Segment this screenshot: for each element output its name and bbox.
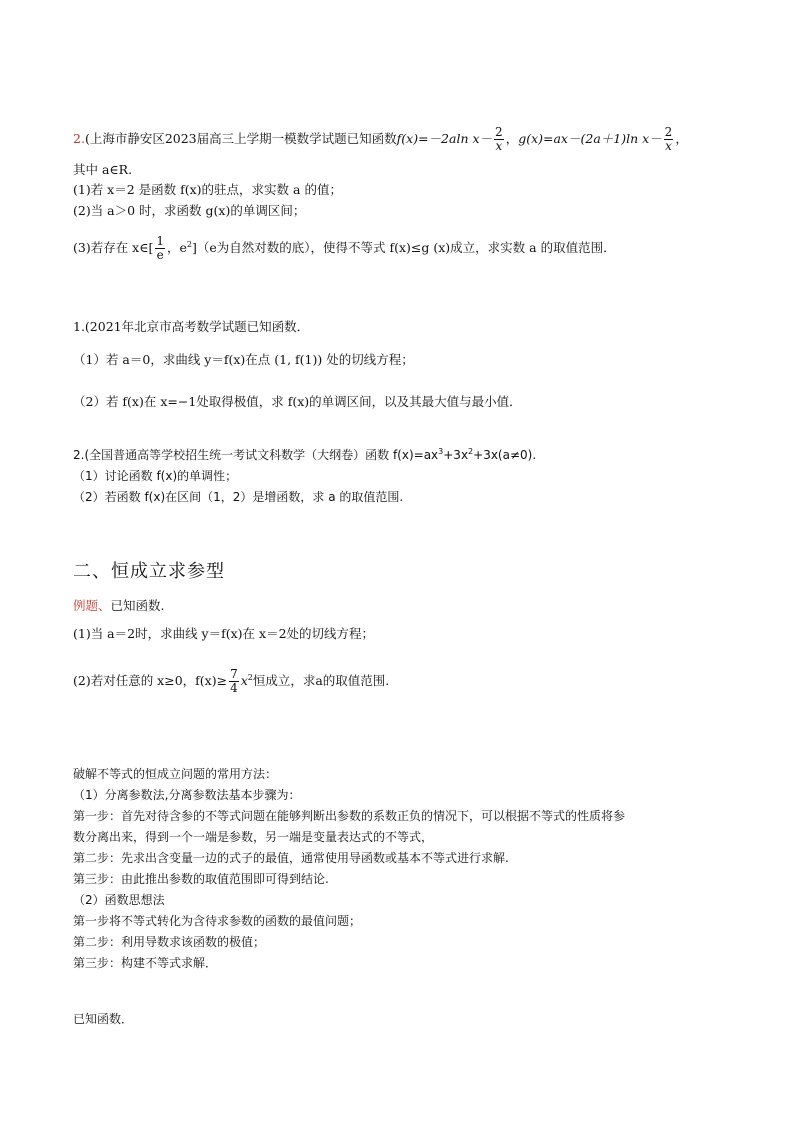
method-line-7: （2）函数思想法 [73,893,165,907]
method-line-4: 数分离出来，得到一个一端是参数，另一端是变量表达式的不等式， [73,830,434,844]
problem-2-line-1 [73,126,688,153]
problem-1-q1: （1）若 a＝0，求曲线 y＝f(x)在点 (1, f(1)) 处的切线方程； [73,352,414,367]
method-line-8: 第一步将不等式转化为含待求参数的函数的最值问题； [73,914,362,928]
problem-3-q1: （1）讨论函数 f(x)的单调性； [73,469,238,483]
problem-1-q2: （2）若 f(x)在 x=−1处取得极值，求 f(x)的单调区间，以及其最大值与最小值． [73,394,522,409]
method-line-10: 第三步：构建不等式求解． [73,956,218,970]
problem-3-title: 2.(全国普通高等学校招生统一考试文科数学（大纲卷）函数 $f(x)=ax^3+3x^2+3x(a\ne 0)$. [73,447,537,462]
line-tail: ， [675,131,688,146]
problem-source: (上海市静安区2023届高三上学期一模数学试题 [84,131,347,146]
method-line-5: 第二步：先求出含变量一边的式子的最值，通常使用导函数或基本不等式进行求解. [73,851,509,865]
fraction-2-over-x: $\frac{2}{x}$ [495,125,503,153]
g-definition: g(x)=ax－(2a＋1)ln x－ [518,131,662,146]
example-text: 已知函数. [110,598,165,613]
problem-intro: 已知函数 [346,131,397,146]
problem-2-q2: (2)当 a＞0 时，求函数 g(x)的单调区间； [73,203,306,218]
fraction-7-over-4: $\frac{7}{4}$ [230,667,238,695]
f-definition: f(x)=－2aln x－ [396,131,493,146]
example-q1: (1)当 a＝2时，求曲线 y＝f(x)在 x＝2处的切线方程； [73,626,375,641]
fraction-1-over-e: $\frac{1}{e}$ [156,234,164,262]
separator: ， [505,131,519,146]
problem-1-title: 1.(2021年北京市高考数学试题已知函数． [73,319,310,334]
example-label: 例题、 [73,598,111,613]
method-line-3: 第一步：首先对待含参的不等式问题在能够判断出参数的系数正负的情况下，可以根据不等式的性质将参 [73,809,626,823]
fraction-2-over-x-2: $\frac{2}{x}$ [664,125,673,153]
method-line-1: 破解不等式的恒成立问题的常用方法： [73,767,278,781]
problem-2-q1: (1)若 x＝2 是函数 f(x)的驻点，求实数 a 的值； [73,182,342,197]
problem-2-line-2: 其中 a∈R. [73,162,133,177]
method-line-9: 第二步：利用导数求该函数的极值； [73,935,266,949]
final-line: 已知函数． [73,1012,134,1026]
section-heading: 二、恒成立求参型 [73,561,225,582]
method-line-6: 第三步：由此推出参数的取值范围即可得到结论. [73,872,329,886]
example-q2: (2)若对任意的 x≥0，f(x)≥ $\frac{7}{4}$ $x^2$恒成立，求a的取值范围. [73,667,390,695]
example-line [73,597,165,615]
method-line-2: （1）分离参数法,分离参数法基本步骤为： [73,788,301,802]
problem-3-q2: （2）若函数 f(x)在区间（1，2）是增函数，求 a 的取值范围. [73,490,404,504]
problem-2-q3: (3)若存在 x∈[ $\frac{1}{e}$ ，$e^2](e$为自然对数的底），使得不等式 f(x)≤g (x)成立，求实数 a 的取值范围． [73,234,616,262]
problem-number: 2. [73,131,85,146]
